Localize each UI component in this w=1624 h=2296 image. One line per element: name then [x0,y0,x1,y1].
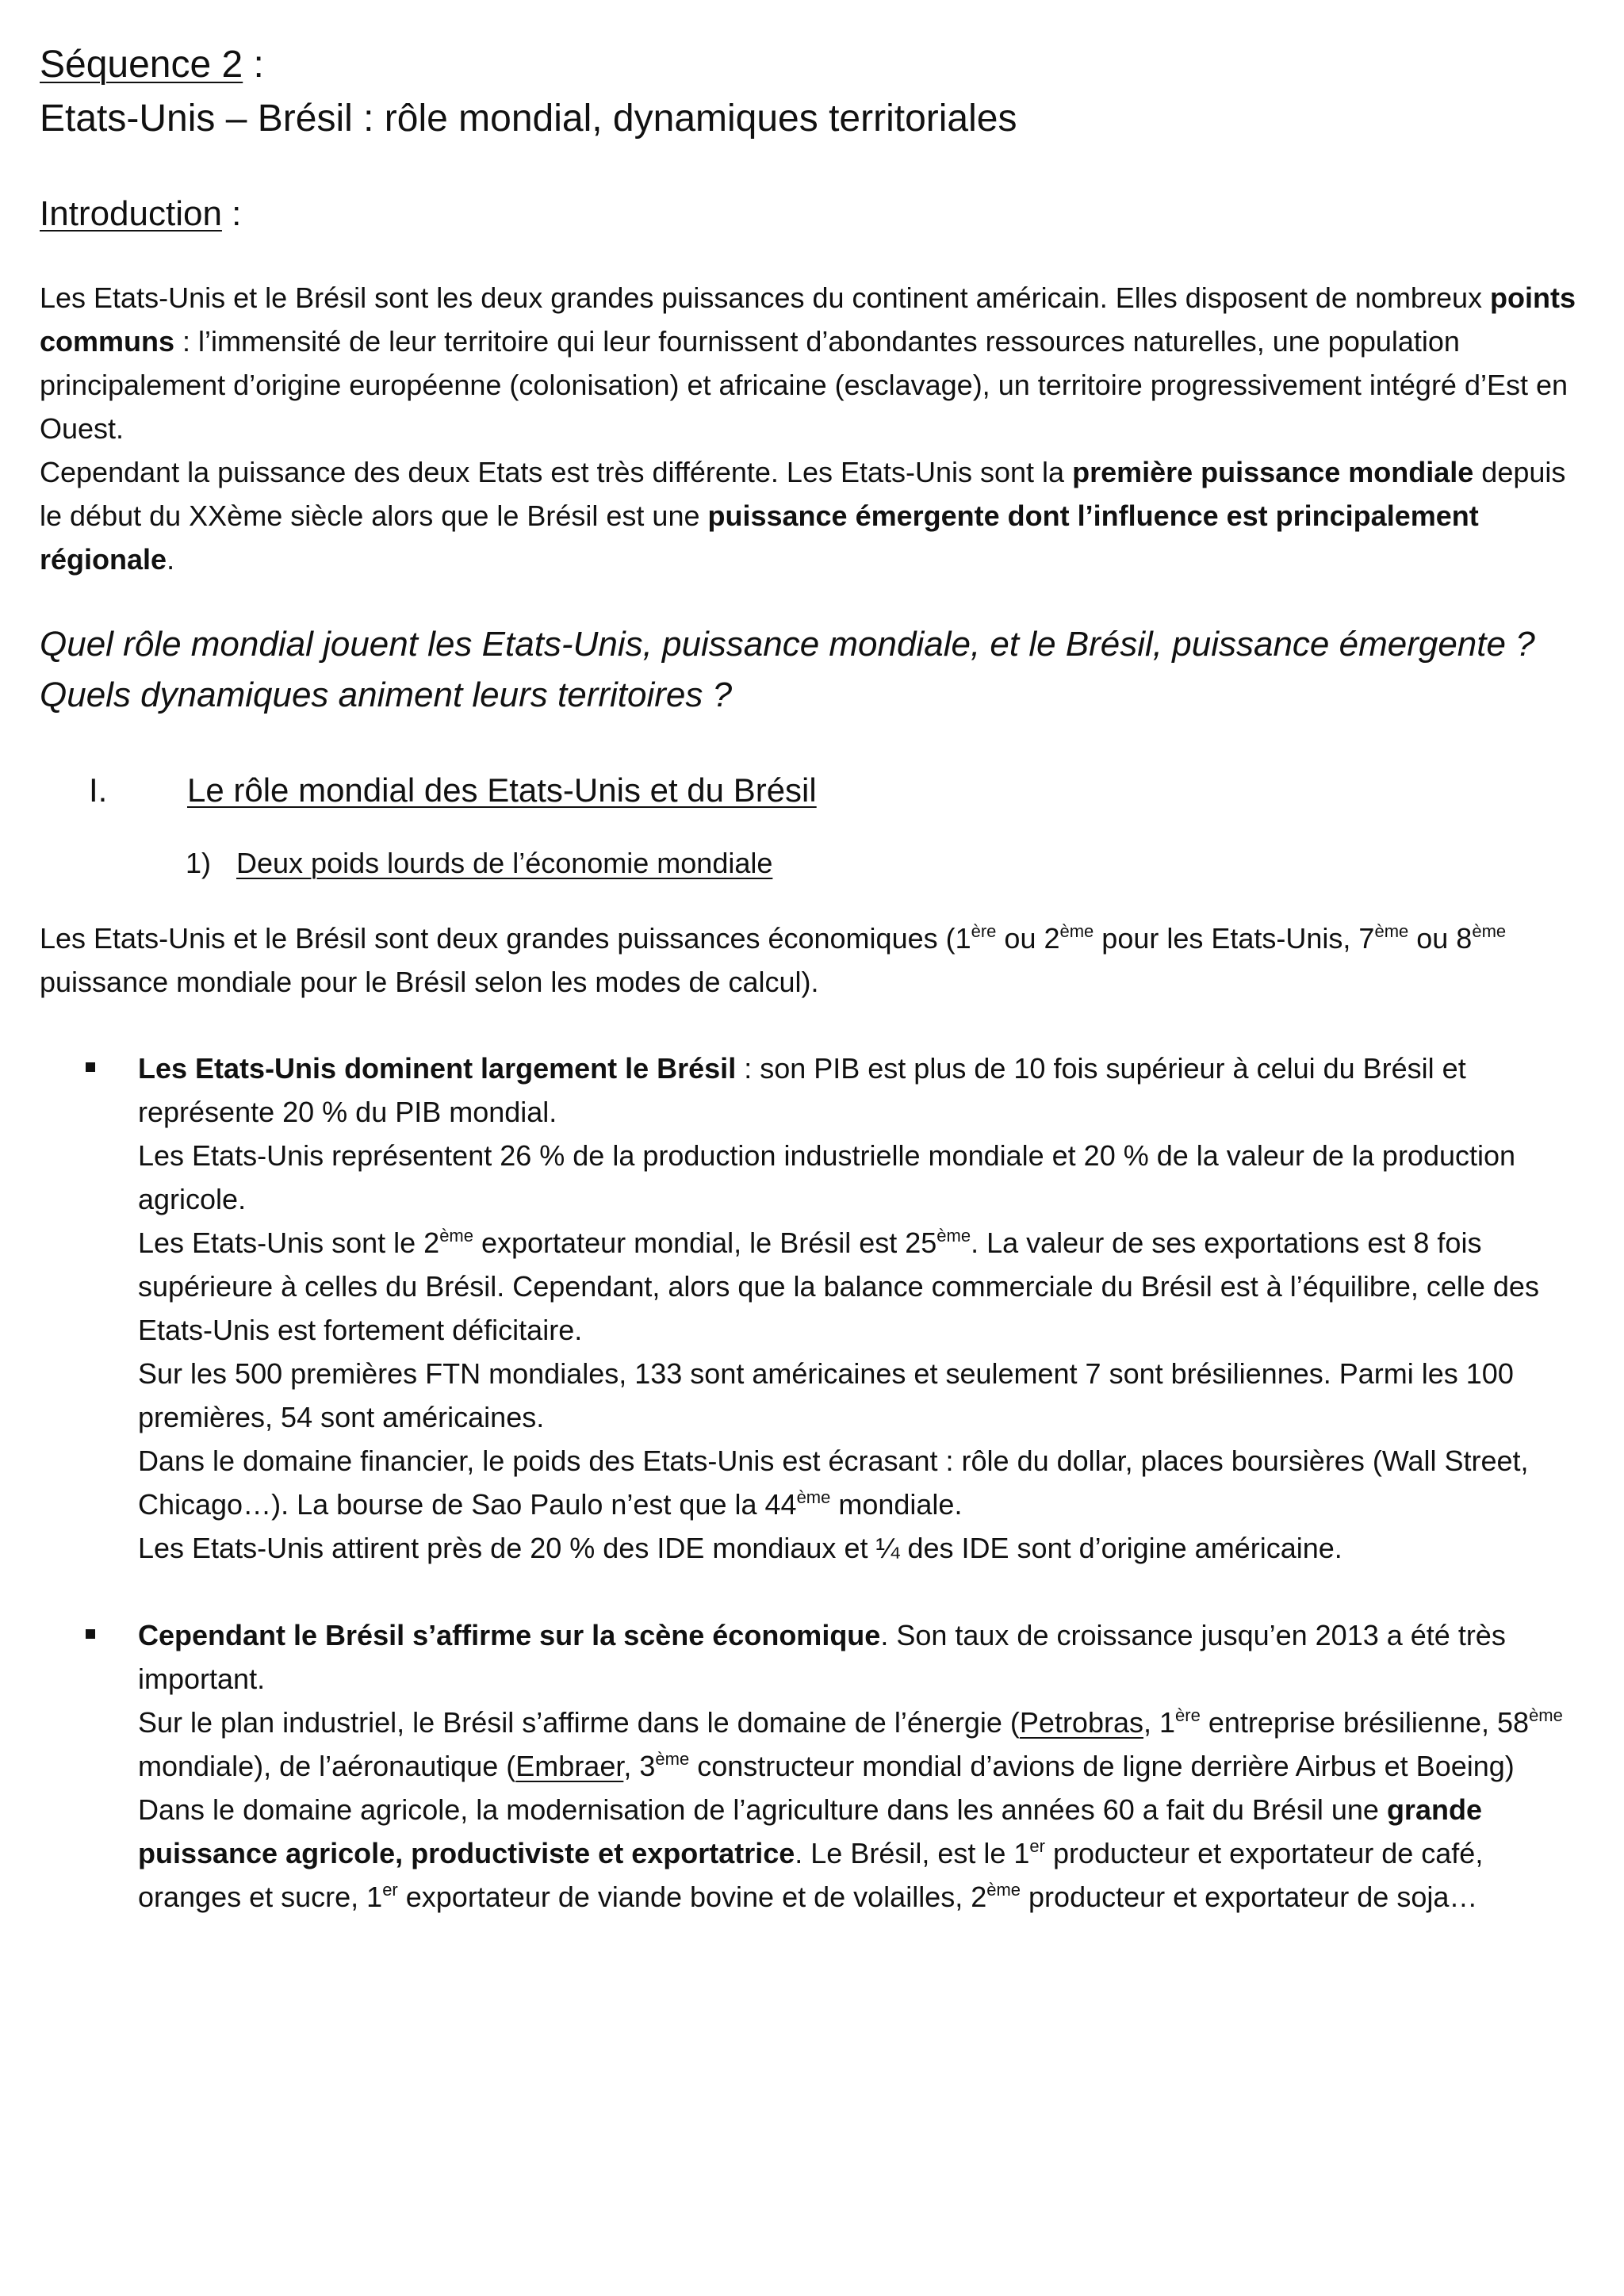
list-item-brazil-rise: Cependant le Brésil s’affirme sur la scène économique. Son taux de croissance jusqu’en 2013 a été très important. Sur le plan industriel, le Brésil s’affirme dans le domaine de l’énergie (Petrobras, 1ère entreprise brésilienne, 58ème mondiale), de l’aéronautique (Embraer, 3ème constructeur mondial d’avions de ligne derrière Airbus et Boeing) Dans le domaine agricole, la modernisation de l’agriculture dans les années 60 a fait du Brésil une grande puissance agricole, productiviste et exportatrice. Le Brésil, est le 1er producteur et exportateur de café, oranges et sucre, 1er exportateur de viande bovine et de volailles, 2ème producteur et exportateur de soja… [40,1613,1594,1919]
section-1-number: I. [89,771,108,809]
document-title: Etats-Unis – Brésil : rôle mondial, dynamiques territoriales [40,98,1017,140]
intro-paragraph-1: Les Etats-Unis et le Brésil sont les deux grandes puissances du continent américain. Elles disposent de nombreux points communs : l’immensité de leur territoire qui leur fournissent d’abondantes ressources naturelles, une population principalement d’origine européenne (colonisation) et africaine (esclavage), un territoire progressivement intégré d’Est en Ouest. [40,281,1576,445]
problematic-question [40,619,1594,721]
section-1-title: Le rôle mondial des Etats-Unis et du Brésil [187,771,817,809]
document-page [40,38,1594,1919]
introduction-heading: Introduction : [40,194,242,233]
petrobras-link: Petrobras [1019,1706,1143,1739]
introduction-text [40,276,1594,581]
sequence-label: Séquence 2 [40,44,243,86]
question-line-1: Quel rôle mondial jouent les Etats-Unis, puissance mondiale, et le Brésil, puissance émergente ? [40,625,1535,664]
section-1-heading [40,767,1594,814]
subsection-1-heading [40,841,1594,885]
intro-paragraph-2: Cependant la puissance des deux Etats est très différente. Les Etats-Unis sont la première puissance mondiale depuis le début du XXème siècle alors que le Brésil est une puissance émergente dont l’influence est principalement régionale. [40,456,1566,576]
subsection-1-title: Deux poids lourds de l’économie mondiale [236,847,773,879]
bullet-list [40,1047,1594,1919]
sequence-heading: Séquence 2 : [40,44,264,86]
square-bullet-icon [86,1062,95,1072]
list-item-us-domination: Les Etats-Unis dominent largement le Brésil : son PIB est plus de 10 fois supérieur à celui du Brésil et représente 20 % du PIB mondial. Les Etats-Unis représentent 26 % de la production industrielle mondiale et 20 % de la valeur de la production agricole. Les Etats-Unis sont le 2ème exportateur mondial, le Brésil est 25ème. La valeur de ses exportations est 8 fois supérieure à celles du Brésil. Cependant, alors que la balance commerciale du Brésil est à l’équilibre, celle des Etats-Unis est fortement déficitaire. Sur les 500 premières FTN mondiales, 133 sont américaines et seulement 7 sont brésiliennes. Parmi les 100 premières, 54 sont américaines. Dans le domaine financier, le poids des Etats-Unis est écrasant : rôle du dollar, places boursières (Wall Street, Chicago…). La bourse de Sao Paulo n’est que la 44ème mondiale. Les Etats-Unis attirent près de 20 % des IDE mondiaux et ¼ des IDE sont d’origine américaine. [40,1047,1594,1570]
question-line-2: Quels dynamiques animent leurs territoires ? [40,675,733,714]
subsection-1-number: 1) [186,847,212,879]
square-bullet-icon [86,1629,95,1639]
embraer-link: Embraer [515,1750,624,1782]
section-1-paragraph: Les Etats-Unis et le Brésil sont deux grandes puissances économiques (1ère ou 2ème pour les Etats-Unis, 7ème ou 8ème puissance mondiale pour le Brésil selon les modes de calcul). [40,921,1507,998]
